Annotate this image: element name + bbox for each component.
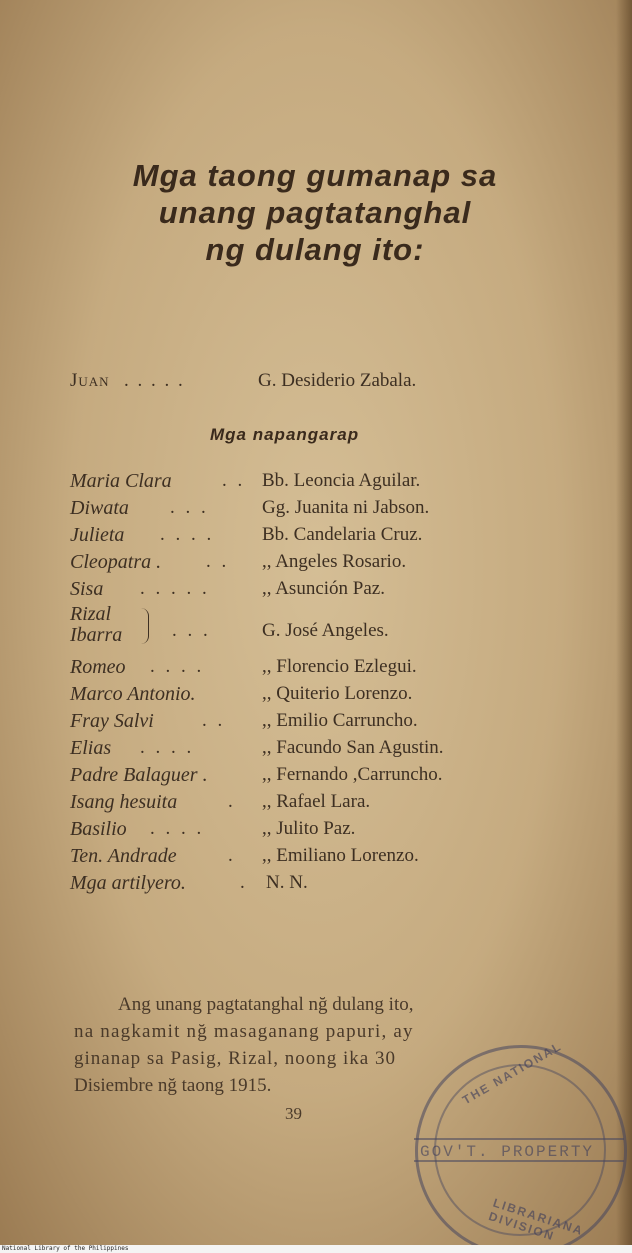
cast-actor: ,, Florencio Ezlegui. <box>262 656 417 677</box>
library-stamp <box>415 1038 627 1245</box>
cast-actor: Bb. Candelaria Cruz. <box>262 524 423 545</box>
cast-dots: . . . . <box>150 818 205 839</box>
cast-actor: ,, Rafael Lara. <box>262 791 371 812</box>
cast-actor: ,, Fernando ,Carruncho. <box>262 764 443 785</box>
cast-dots: . <box>240 872 248 893</box>
cast-role: Ibarra <box>70 624 123 646</box>
cast-actor: Gg. Juanita ni Jabson. <box>262 497 430 518</box>
stamp-bottom-text: LIBRARIANA DIVISION <box>487 1195 586 1244</box>
page-number: 39 <box>285 1104 302 1123</box>
paragraph-line: Ang unang pagtatanghal nğ dulang ito, <box>118 994 414 1015</box>
cast-actor: ,, Julito Paz. <box>262 818 356 839</box>
cast-actor: Bb. Leoncia Aguilar. <box>262 470 421 491</box>
cast-role: Romeo <box>70 656 126 678</box>
lead-actor: G. Desiderio Zabala. <box>258 370 417 391</box>
paragraph-line: na nagkamit nğ masaganang papuri, ay <box>74 1021 414 1042</box>
cast-role: Julieta <box>70 524 125 546</box>
cast-dots: . . . <box>172 620 211 641</box>
cast-dots: . . . . <box>140 737 195 758</box>
paragraph-line: ginanap sa Pasig, Rizal, noong ika 30 <box>74 1048 396 1069</box>
cast-role: Elias <box>70 737 112 759</box>
cast-actor: ,, Angeles Rosario. <box>262 551 407 572</box>
cast-subheading: Mga napangarap <box>210 425 360 444</box>
cast-actor: G. José Angeles. <box>262 620 389 641</box>
cast-role: Cleopatra . <box>70 551 162 573</box>
cast-dots: . . <box>222 470 246 491</box>
cast-dots: . . . <box>170 497 209 518</box>
lead-role: Juan <box>70 370 110 391</box>
cast-actor: ,, Facundo San Agustin. <box>262 737 444 758</box>
cast-role: Padre Balaguer . <box>70 764 208 786</box>
cast-actor: ,, Emilio Carruncho. <box>262 710 418 731</box>
cast-dots: . . . . <box>150 656 205 677</box>
cast-role: Mga artilyero. <box>70 872 186 894</box>
title-line-1: Mga taong gumanap sa <box>132 158 498 193</box>
cast-dots: . <box>228 791 236 812</box>
page-edge-shadow <box>616 0 632 1245</box>
title-line-2: unang pagtatanghal <box>158 195 472 230</box>
cast-role: Basilio <box>70 818 127 840</box>
cast-actor: ,, Asunción Paz. <box>262 578 385 599</box>
cast-dots: . . <box>202 710 226 731</box>
footer-credit: National Library of the Philippines <box>0 1245 632 1253</box>
cast-role: Fray Salvi <box>70 710 154 732</box>
cast-role: Maria Clara <box>70 470 172 492</box>
cast-role: Isang hesuita <box>70 791 178 813</box>
cast-actor: ,, Quiterio Lorenzo. <box>262 683 413 704</box>
cast-actor: N. N. <box>266 872 308 893</box>
cast-dots: . . . . <box>160 524 215 545</box>
cast-dots: . . . . . <box>140 578 210 599</box>
cast-role: Marco Antonio. <box>70 683 196 705</box>
cast-role: Sisa <box>70 578 104 600</box>
stamp-top-text: THE NATIONAL <box>460 1038 565 1108</box>
cast-role: Rizal <box>70 603 112 625</box>
stamp-band-text: GOV'T. PROPERTY <box>414 1138 624 1162</box>
cast-role: Ten. Andrade <box>70 845 177 867</box>
brace-mark <box>140 608 149 644</box>
lead-dots: . . . . . <box>124 370 185 391</box>
paragraph-line: Disiembre nğ taong 1915. <box>74 1075 272 1096</box>
cast-role: Diwata <box>70 497 129 519</box>
cast-dots: . <box>228 845 236 866</box>
cast-dots: . . <box>206 551 230 572</box>
title-line-3: ng dulang ito: <box>205 232 425 267</box>
cast-actor: ,, Emiliano Lorenzo. <box>262 845 419 866</box>
